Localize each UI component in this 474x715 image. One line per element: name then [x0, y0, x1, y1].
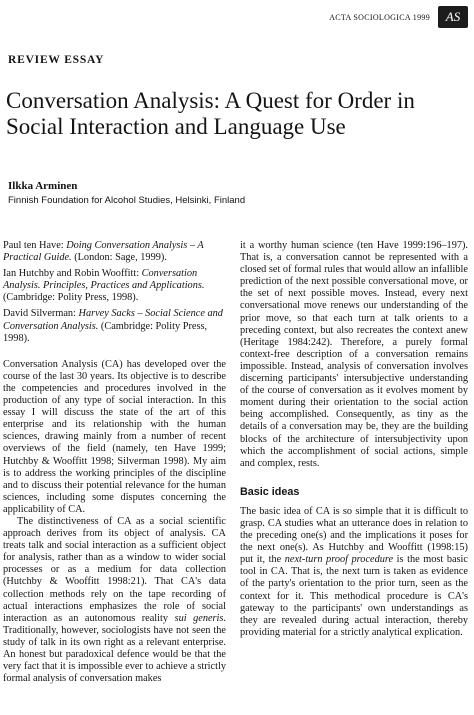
- book-author: Paul ten Have:: [3, 240, 64, 251]
- reviewed-book-3: [3, 308, 226, 344]
- journal-logo: AS: [438, 6, 468, 28]
- body-paragraph: Conversation Analysis (CA) has developed over the course of the last 30 years. Its objective is to describe the competencies and procedures involved in the production of any type of social interaction. In this essay I will discuss the state of the art of this enterprise and its relationship with the human sciences, drawing mainly from a number of recent overviews of the field (namely, ten Have 1999; Hutchby & Wooffitt 1998; Silverman 1998). My aim is to address the working principles of the discipline and to discuss their potential relevance for the human sciences, including some disputes concerning the applicability of CA.: [3, 358, 226, 515]
- book-author: Ian Hutchby and Robin Wooffitt:: [3, 268, 140, 280]
- book-author: David Silverman:: [3, 308, 76, 320]
- left-column: [3, 240, 226, 685]
- body-paragraph: it a worthy human science (ten Have 1999:196–197). That is, a conversation cannot be represented with a closed set of formal rules that would allow an infallible prediction of the next possible conversational move, or the set of next possible moves. Instead, every next conversational move renews our understanding of the prior move, so that each turn at talk orients to a preceding context, but also recreates the context anew (Heritage 1984:242). Therefore, a purely formal context-free description of a conversation remains impossible. Instead, analysis of conversation involves discerning participants' intersubjective understanding of the course of conversation as it evolves moment by moment during their orientation to the social action being accomplished. Consequently, as tiny as the details of a conversation may be, they are the building blocks of the architecture of intersubjectivity upon which the accomplishment of social actions, simple and complex, rests.: [240, 240, 468, 469]
- reviewed-book-2: [3, 268, 226, 304]
- article-title: Conversation Analysis: A Quest for Order in Social Interaction and Language Use: [6, 88, 415, 139]
- journal-name: ACTA SOCIOLOGICA 1999: [329, 12, 430, 22]
- section-heading: Basic ideas: [240, 485, 300, 498]
- right-column: [240, 240, 468, 639]
- book-publisher: (Cambridge: Polity Press, 1998).: [3, 292, 139, 304]
- book-title: Conversation Analysis. Principles, Practices and Applications.: [3, 268, 205, 292]
- running-header: [329, 6, 468, 28]
- section-label: REVIEW ESSAY: [8, 54, 105, 66]
- body-paragraph: The basic idea of CA is so simple that it is difficult to grasp. CA studies what an utterance does in relation to the preceding one(s) and the implications it poses for the next one(s). As Hutchby and Wooffitt (1998:15) put it, the next-turn proof procedure is the most basic tool in CA. That is, the next turn is taken as evidence of the party's orientation to the prior turn, seen as the context for it. This methodical procedure is CA's gateway to the participants' own understandings as they are revealed during actual interaction, thereby providing material for a strictly analytical explication.: [240, 505, 468, 638]
- author-affiliation: Finnish Foundation for Alcohol Studies, Helsinki, Finland: [8, 195, 246, 206]
- author-name: Ilkka Arminen: [8, 180, 78, 192]
- book-publisher: (London: Sage, 1999).: [74, 252, 167, 264]
- reviewed-book-1: [3, 240, 226, 264]
- book-title: Doing Conversation Analysis – A Practical Guide.: [3, 240, 204, 264]
- body-paragraph: The distinctiveness of CA as a social scientific approach derives from its object of analysis. CA treats talk and social interaction as a sufficient object for analysis, rather than as a window to wider social processes or as a medium for data collection (Hutchby & Wooffitt 1998:21). That CA's data collection methods rely on the tape recording of actual interactions emphasizes the role of social interaction as an autonomous reality sui generis. Traditionally, however, sociologists have not seen the study of talk in its own right as a relevant enterprise. An honest but paradoxical defence would be that the very fact that it is impossible ever to achieve a strictly formal analysis of conversation makes: [3, 515, 226, 685]
- book-publisher: (Cambridge: Polity Press, 1998).: [3, 320, 208, 344]
- book-title: Harvey Sacks – Social Science and Conversation Analysis.: [3, 308, 223, 332]
